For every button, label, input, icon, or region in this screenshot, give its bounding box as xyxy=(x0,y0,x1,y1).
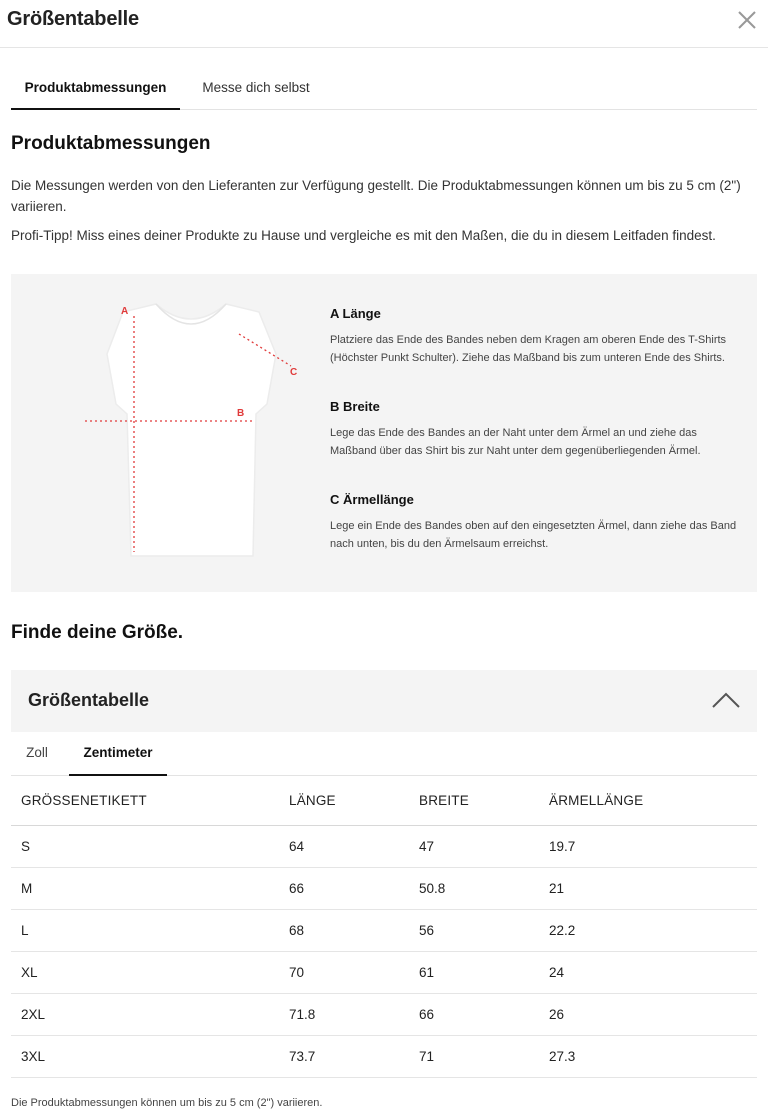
diagram-label-b: B xyxy=(237,408,245,419)
cell-size: L xyxy=(11,909,289,951)
measurement-panel xyxy=(11,274,757,592)
find-size-title: Finde deine Größe. xyxy=(11,622,184,643)
measure-b-title: B Breite xyxy=(330,399,380,414)
cell-sleeve: 19.7 xyxy=(549,825,757,867)
header-size-label: GRÖSSENETIKETT xyxy=(11,777,289,825)
header-sleeve-length: ÄRMELLÄNGE xyxy=(549,777,757,825)
cell-width: 71 xyxy=(419,1035,549,1077)
tab-bar xyxy=(11,66,757,110)
tab-messe-dich-selbst[interactable]: Messe dich selbst xyxy=(202,80,310,95)
footnote: Die Produktabmessungen können um bis zu 5 cm (2") variieren. xyxy=(11,1097,323,1109)
section-description: Die Messungen werden von den Lieferanten zur Verfügung gestellt. Die Produktabmessungen können um bis zu 5 cm (2") variieren. xyxy=(11,178,741,214)
cell-sleeve: 22.2 xyxy=(549,909,757,951)
cell-size: XL xyxy=(11,951,289,993)
cell-width: 50.8 xyxy=(419,867,549,909)
cell-size: 3XL xyxy=(11,1035,289,1077)
cell-size: M xyxy=(11,867,289,909)
table-row xyxy=(11,951,757,993)
measure-c-title: C Ärmellänge xyxy=(330,492,414,507)
diagram-label-a: A xyxy=(121,306,129,317)
cell-length: 73.7 xyxy=(289,1035,419,1077)
cell-length: 71.8 xyxy=(289,993,419,1035)
close-button[interactable] xyxy=(733,6,761,34)
accordion-title: Größentabelle xyxy=(28,690,150,710)
size-chart-accordion[interactable] xyxy=(11,670,757,732)
cell-width: 61 xyxy=(419,951,549,993)
cell-length: 70 xyxy=(289,951,419,993)
cell-length: 66 xyxy=(289,867,419,909)
cell-size: 2XL xyxy=(11,993,289,1035)
table-row xyxy=(11,909,757,951)
tshirt-diagram xyxy=(61,294,321,584)
measure-b-text: Lege das Ende des Bandes an der Naht unter dem Ärmel an und ziehe das Maßband über das Shirt bis zur Naht unter dem gegenüberliegenden Ärmel. xyxy=(330,427,701,457)
table-row xyxy=(11,993,757,1035)
tab-zoll[interactable]: Zoll xyxy=(26,745,48,760)
unit-tab-bar xyxy=(11,732,757,776)
tshirt-shape xyxy=(107,304,276,556)
cell-length: 64 xyxy=(289,825,419,867)
measure-c-text: Lege ein Ende des Bandes oben auf den eingesetzten Ärmel, dann ziehe das Band nach unten, bis du den Ärmelsaum erreichst. xyxy=(330,520,737,550)
cell-sleeve: 26 xyxy=(549,993,757,1035)
header-length: LÄNGE xyxy=(289,777,419,825)
table-header-row xyxy=(11,777,757,825)
table-row xyxy=(11,1035,757,1077)
table-row xyxy=(11,825,757,867)
cell-size: S xyxy=(11,825,289,867)
cell-sleeve: 24 xyxy=(549,951,757,993)
measure-a-title: A Länge xyxy=(330,306,381,321)
pro-tip: Profi-Tipp! Miss eines deiner Produkte zu Hause und vergleiche es mit den Maßen, die du in diesem Leitfaden findest. xyxy=(11,228,716,243)
close-icon[interactable] xyxy=(733,6,761,34)
chevron-up-icon[interactable] xyxy=(711,690,741,710)
diagram-label-c: C xyxy=(290,367,298,378)
table-row xyxy=(11,867,757,909)
measure-a-text: Platziere das Ende des Bandes neben dem Kragen am oberen Ende des T-Shirts (Höchster Punkt Schulter). Ziehe das Maßband bis zum unteren Ende des Shirts. xyxy=(330,334,727,364)
cell-width: 66 xyxy=(419,993,549,1035)
cell-width: 56 xyxy=(419,909,549,951)
modal-header xyxy=(0,0,768,48)
tab-zentimeter[interactable]: Zentimeter xyxy=(69,732,167,776)
tab-produktabmessungen[interactable]: Produktabmessungen xyxy=(11,66,180,110)
cell-sleeve: 27.3 xyxy=(549,1035,757,1077)
header-width: BREITE xyxy=(419,777,549,825)
cell-sleeve: 21 xyxy=(549,867,757,909)
modal-title: Größentabelle xyxy=(7,8,139,30)
cell-width: 47 xyxy=(419,825,549,867)
cell-length: 68 xyxy=(289,909,419,951)
section-title: Produktabmessungen xyxy=(11,133,211,154)
size-table xyxy=(11,777,757,1078)
